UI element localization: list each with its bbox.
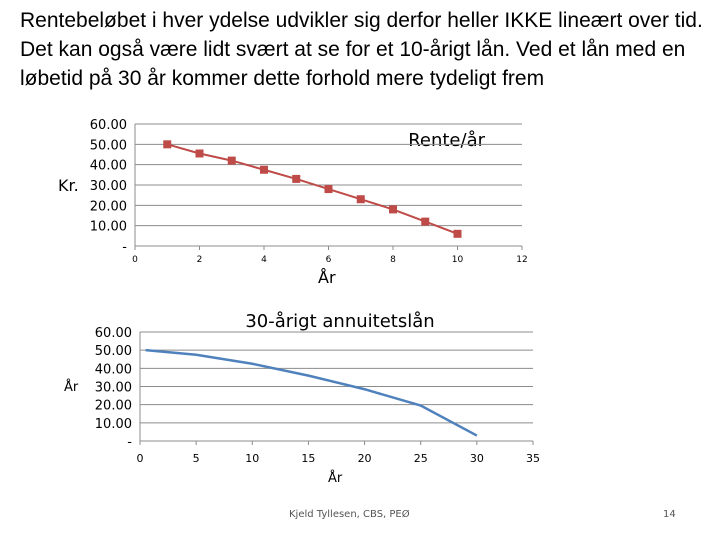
y-tick-label: 30.00: [94, 380, 132, 396]
slide-intro-text: Rentebeløbet i hver ydelse udvikler sig derfor heller IKKE lineært over tid. Det kan også være lidt svært at se for et 10-årigt lån. Ved et lån med en løbetid på 30 år kommer dette forhold mere tydeligt frem: [20, 9, 703, 90]
data-point: [163, 140, 171, 148]
x-tick-label: 6: [325, 255, 332, 265]
chart2-ylabel: År: [64, 380, 79, 395]
x-tick-label: 10: [451, 255, 464, 265]
chart2-x-ticks: [137, 452, 541, 465]
x-tick-label: 0: [132, 255, 138, 265]
y-tick-label: 40.00: [89, 158, 127, 174]
x-tick-label: 10: [245, 452, 260, 465]
data-point: [454, 230, 462, 238]
data-point: [389, 205, 397, 213]
chart1-ylabel: Kr.: [58, 176, 79, 195]
x-tick-label: 2: [196, 255, 203, 265]
x-tick-label: 15: [301, 452, 316, 465]
chart1-x-ticks: [132, 255, 528, 265]
x-tick-label: 5: [192, 452, 200, 465]
data-point: [325, 185, 333, 193]
y-tick-label: 20.00: [89, 199, 127, 215]
x-tick-label: 4: [261, 255, 267, 265]
y-tick-label: 60.00: [89, 118, 127, 133]
x-tick-label: 8: [390, 255, 396, 265]
x-tick-label: 12: [516, 255, 528, 265]
data-point: [260, 166, 268, 174]
data-point: [196, 149, 204, 157]
y-tick-label: 40.00: [94, 362, 132, 378]
x-tick-label: 25: [413, 452, 428, 465]
x-tick-label: 35: [526, 452, 540, 465]
data-point: [421, 218, 429, 226]
data-point: [292, 175, 300, 183]
y-tick-label: 60.00: [94, 326, 132, 341]
chart1-y-ticks: [90, 118, 128, 255]
chart2-xlabel: År: [328, 471, 343, 486]
footer-author: Kjeld Tyllesen, CBS, PEØ: [289, 509, 410, 520]
y-tick-label: 50.00: [89, 138, 127, 154]
annuity-chart: [64, 311, 540, 486]
page-number: 14: [663, 509, 676, 520]
chart2-y-ticks: [95, 326, 133, 450]
chart2-axes: [140, 332, 533, 445]
x-tick-label: 20: [357, 452, 372, 465]
series-line: [167, 144, 457, 233]
chart1-xlabel: År: [318, 268, 336, 287]
y-tick-label: 30.00: [89, 179, 127, 194]
chart2-title: 30-årigt annuitetslån: [245, 311, 435, 332]
y-tick-label: 10.00: [89, 219, 127, 235]
chart1-series: [163, 140, 461, 237]
y-tick-label: 20.00: [94, 398, 132, 414]
rente-chart: [58, 118, 528, 287]
y-tick-label: 10.00: [94, 416, 132, 432]
chart2-gridlines: [140, 332, 533, 423]
data-point: [228, 157, 236, 165]
y-tick-label: -: [127, 435, 132, 450]
x-tick-label: 30: [469, 452, 484, 465]
chart1-title: Rente/år: [408, 130, 485, 151]
data-point: [357, 195, 365, 203]
x-tick-label: 0: [136, 452, 144, 465]
y-tick-label: -: [122, 240, 127, 255]
y-tick-label: 50.00: [94, 344, 132, 360]
